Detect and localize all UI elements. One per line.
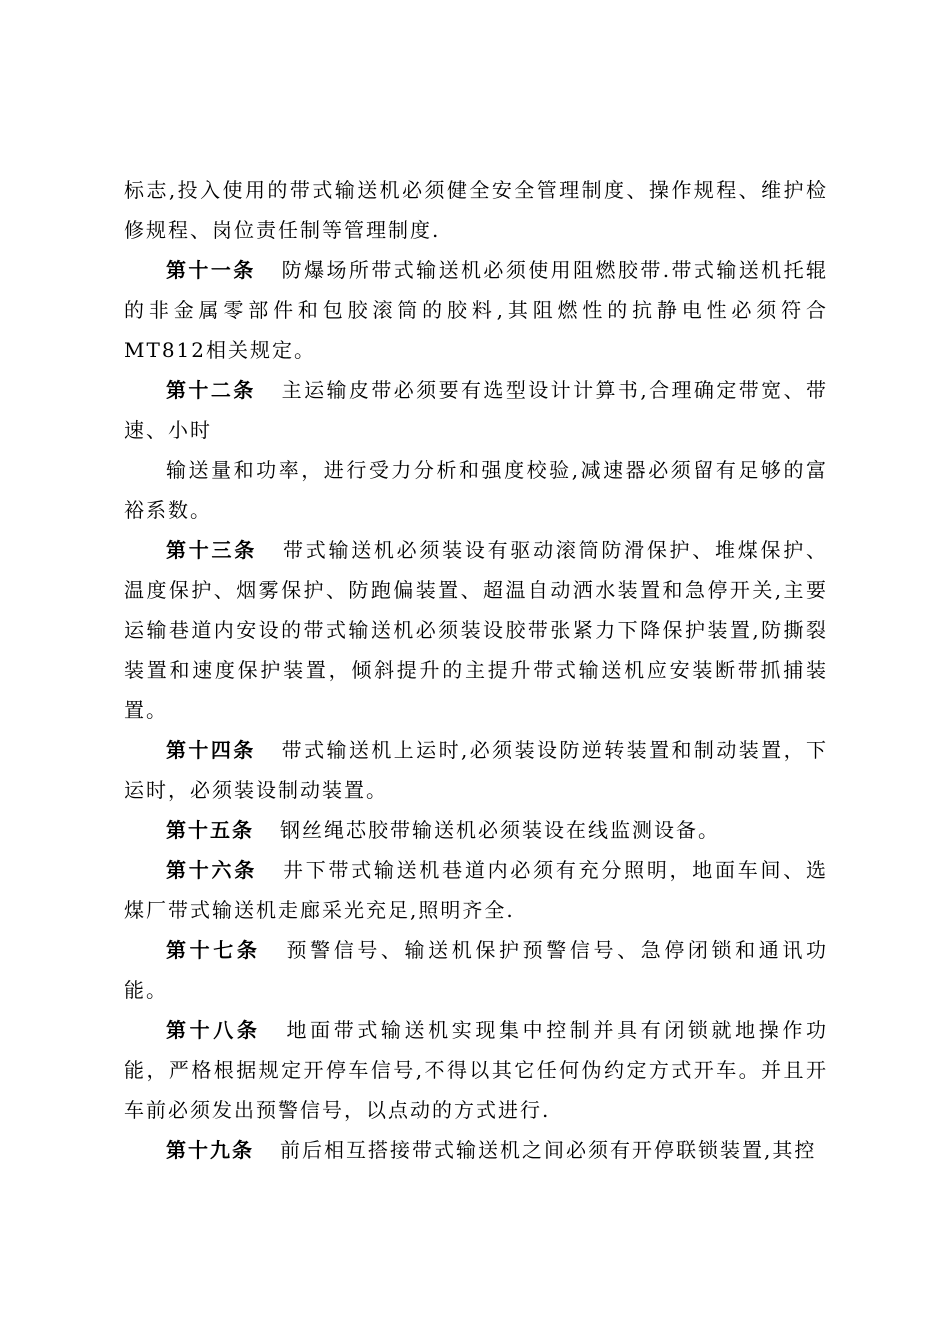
article-19 (124, 1130, 828, 1170)
article-15 (124, 810, 828, 850)
article-number: 第十八条 (166, 1018, 261, 1042)
article-number: 第十四条 (166, 738, 256, 762)
document-body (124, 170, 828, 1170)
article-number: 第十六条 (166, 858, 257, 882)
article-11 (124, 250, 828, 370)
article-17 (124, 930, 828, 1010)
paragraph-continuation (124, 450, 828, 530)
paragraph-text: 钢丝绳芯胶带输送机必须装设在线监测设备。 (280, 818, 720, 842)
paragraph-text: 主运输皮带必须要有选型设计计算书,合理确定带宽、带速、小时 (124, 378, 829, 442)
paragraph-text: 标志,投入使用的带式输送机必须健全安全管理制度、操作规程、维护检修规程、岗位责任制等管理制度. (124, 178, 828, 242)
paragraph-text: 地面带式输送机实现集中控制并具有闭锁就地操作功能，严格根据规定开停车信号,不得以其它任何伪约定方式开车。并且开车前必须发出预警信号，以点动的方式进行. (124, 1018, 829, 1122)
article-number: 第十九条 (166, 1138, 254, 1162)
paragraph-text: 防爆场所带式输送机必须使用阻燃胶带.带式输送机托辊的非金属零部件和包胶滚筒的胶料,其阻燃性的抗静电性必须符合MT812相关规定。 (124, 258, 829, 362)
article-13 (124, 530, 828, 730)
article-number: 第十一条 (166, 258, 256, 282)
paragraph-text: 预警信号、输送机保护预警信号、急停闭锁和通讯功能。 (124, 938, 829, 1002)
paragraph-1 (124, 170, 828, 250)
paragraph-text: 前后相互搭接带式输送机之间必须有开停联锁装置,其控 (280, 1138, 817, 1162)
article-number: 第十三条 (166, 538, 257, 562)
paragraph-text: 带式输送机必须装设有驱动滚筒防滑保护、堆煤保护、温度保护、烟雾保护、防跑偏装置、超温自动洒水装置和急停开关,主要运输巷道内安设的带式输送机必须装设胶带张紧力下降保护装置,防撕裂装置和速度保护装置，倾斜提升的主提升带式输送机应安装断带抓捕装置。 (124, 538, 829, 722)
paragraph-text: 井下带式输送机巷道内必须有充分照明，地面车间、选煤厂带式输送机走廊采光充足,照明齐全. (124, 858, 829, 922)
article-18 (124, 1010, 828, 1130)
article-number: 第十七条 (166, 938, 261, 962)
article-14 (124, 730, 828, 810)
article-12 (124, 370, 828, 450)
article-number: 第十五条 (166, 818, 254, 842)
article-number: 第十二条 (166, 378, 256, 402)
article-16 (124, 850, 828, 930)
paragraph-text: 输送量和功率，进行受力分析和强度校验,减速器必须留有足够的富裕系数。 (124, 458, 828, 522)
paragraph-text: 带式输送机上运时,必须装设防逆转装置和制动装置，下运时，必须装设制动装置。 (124, 738, 829, 802)
